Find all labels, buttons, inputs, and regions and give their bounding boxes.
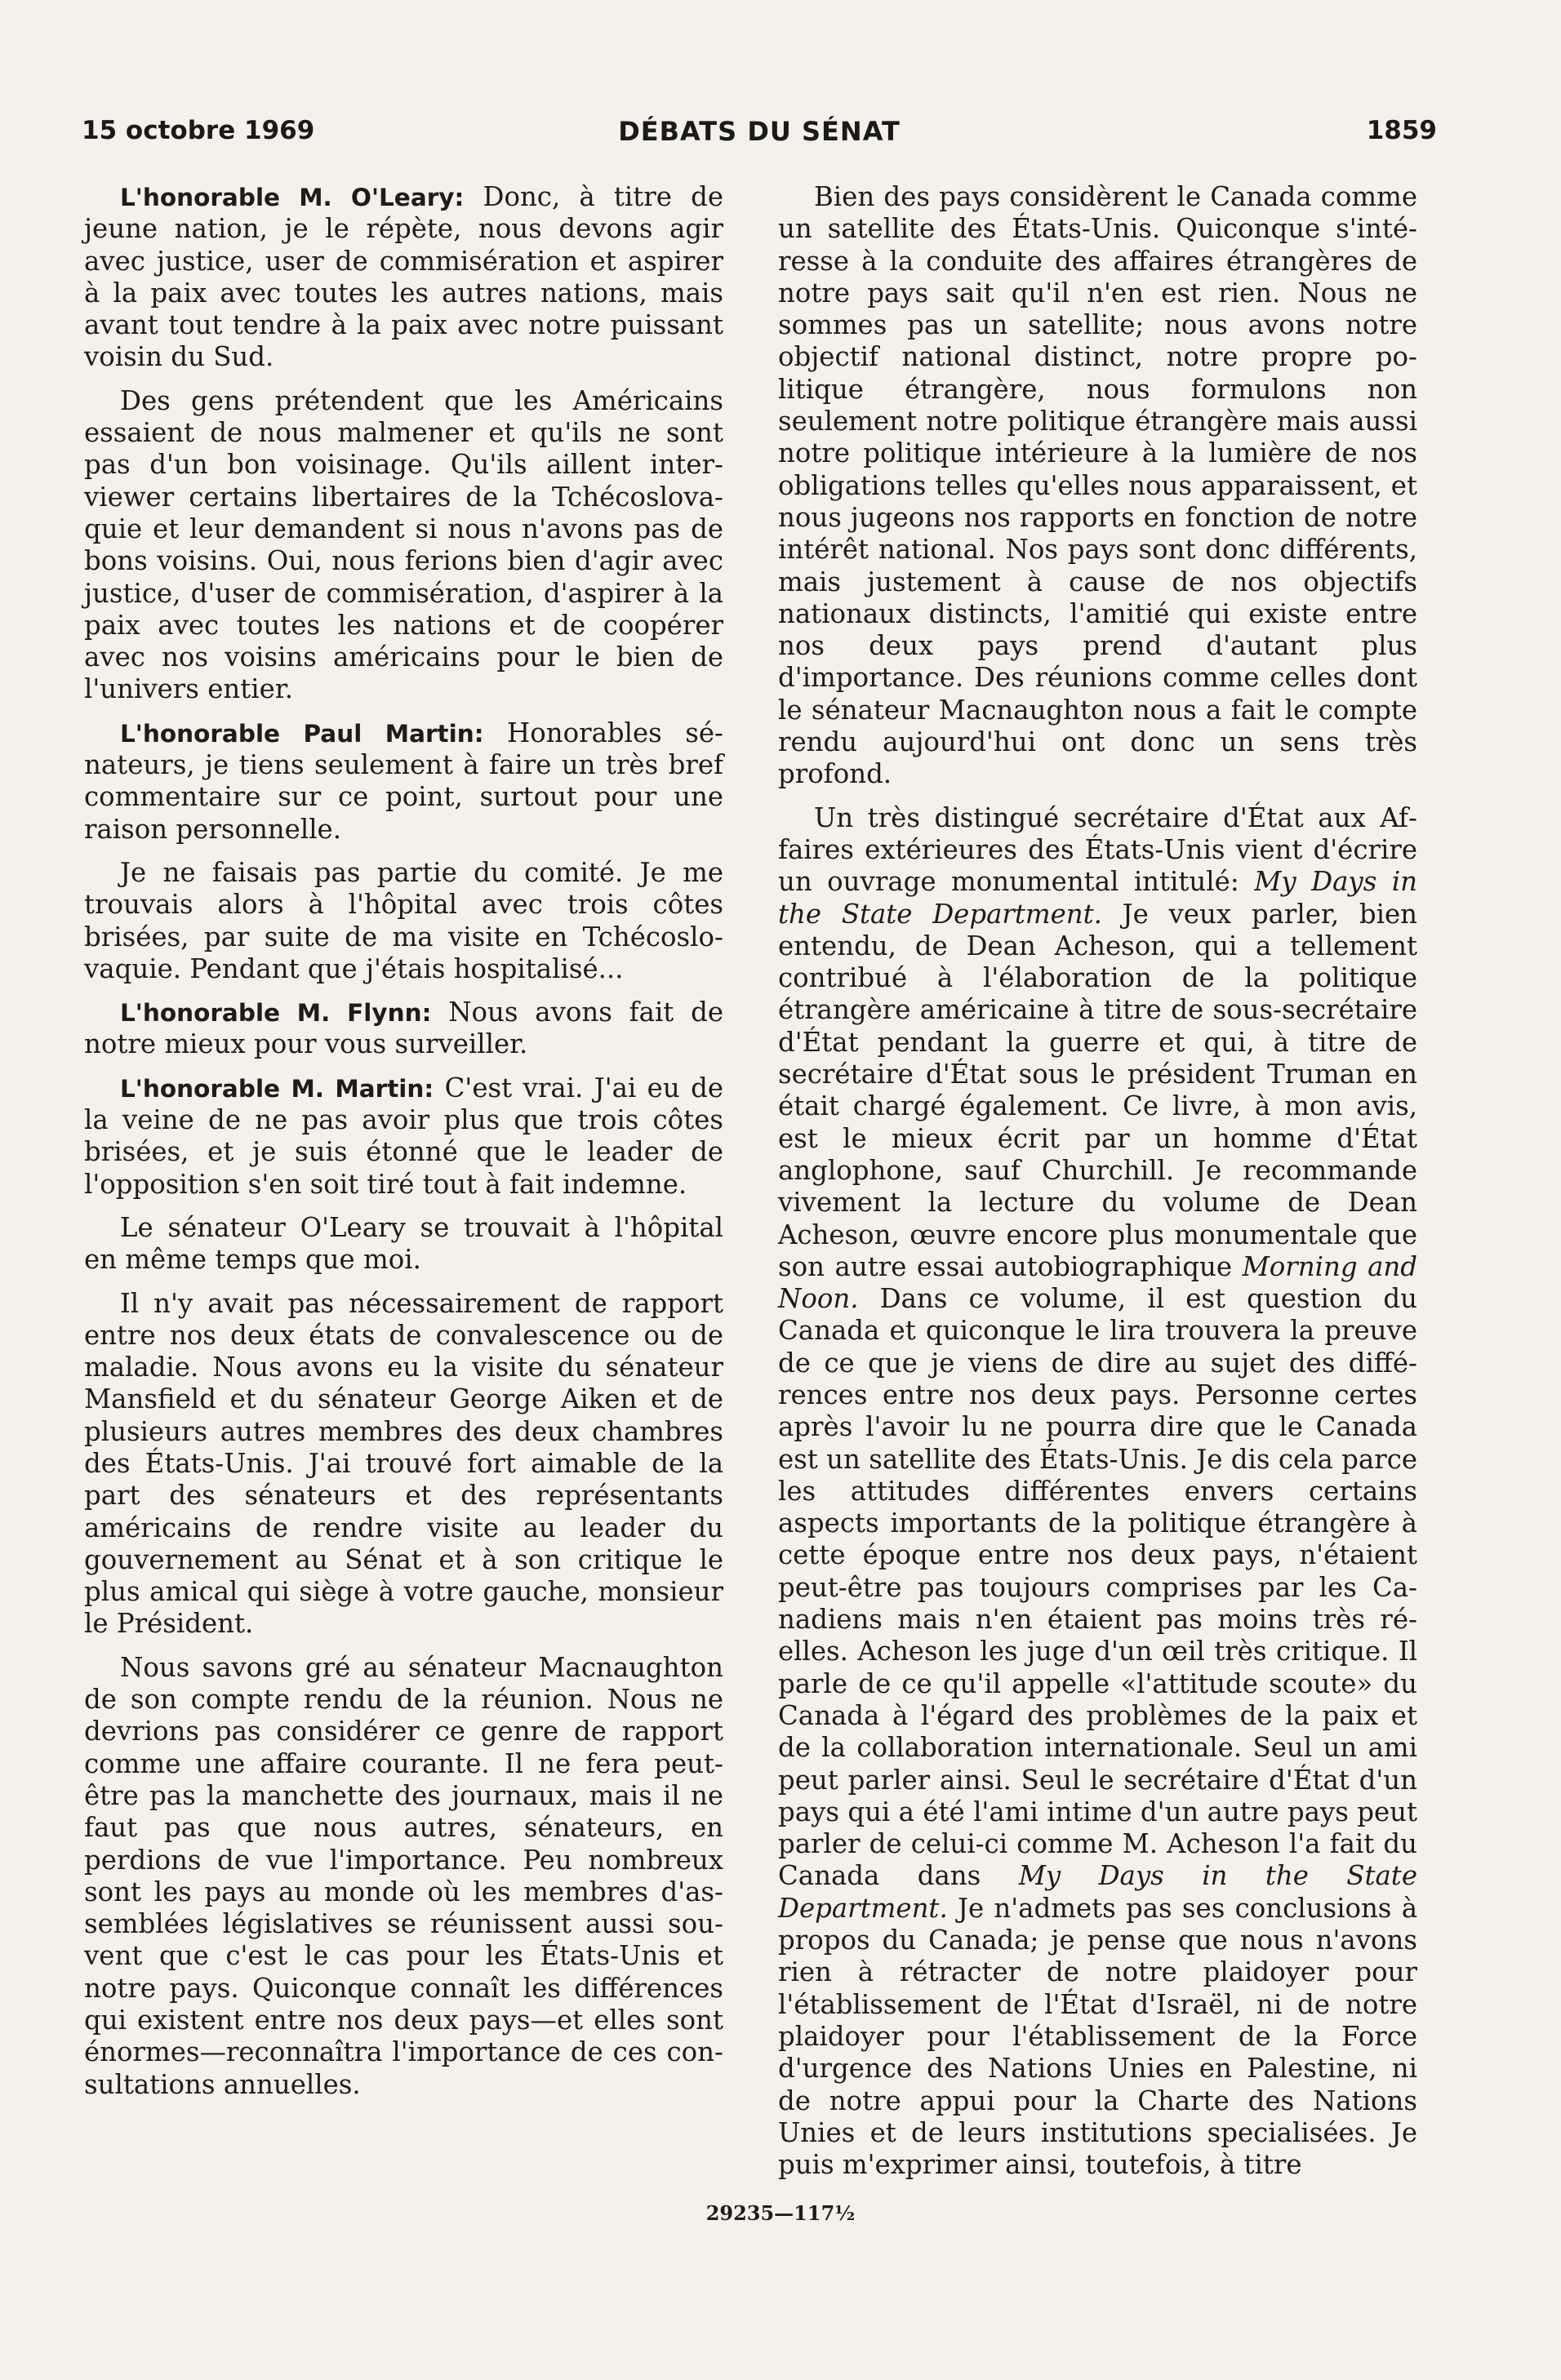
paragraph: Nous savons gré au sénateur Macnaughton de son compte rendu de la réunion. Nous ne devrions pas considérer ce genre de rapport comme une affaire courante. Il ne fera peut-être pas la manchette des journaux, mais il ne faut pas que nous autres, sénateurs, en perdions de vue l'importance. Peu nombreux sont les pays au monde où les membres d'assemblées législatives se réunissent aussi souvent que c'est le cas pour les États-Unis et notre pays. Quiconque connaît les différences qui existent entre nos deux pays—et elles sont énormes—reconnaîtra l'importance de ces consultations annuelles.: [84, 1651, 723, 2100]
book-title: Morning and Noon.: [778, 1250, 1418, 1315]
paragraph: Des gens prétendent que les Américains essaient de nous malmener et qu'ils ne sont pas d'un bon voisinage. Qu'ils aillent interviewer certains libertaires de la Tchécoslovaquie et leur demandent si nous n'avons pas de bons voisins. Oui, nous ferions bien d'agir avec justice, d'user de commisération, d'aspirer à la paix avec toutes les nations et de coopérer avec nos voisins américains pour le bien de l'univers entier.: [84, 384, 723, 705]
speaker-label: L'honorable M. Martin:: [120, 1074, 434, 1103]
page-header: [82, 116, 1437, 157]
footer-print-code: 29235—117½: [705, 2201, 856, 2225]
paragraph-text: Donc, à titre de jeune nation, je le répète, nous devons agir avec justice, user de commisération et aspirer à la paix avec toutes les autres nations, mais avant tout tendre à la paix avec notre puissant voisin du Sud.: [84, 181, 723, 373]
header-date: 15 octobre 1969: [82, 116, 315, 145]
paragraph-text: Honorables sénateurs, je tiens seulement à faire un très bref commentaire sur ce point, surtout pour une raison personnelle.: [84, 717, 723, 845]
paragraph-text: Dans ce volume, il est question du Canada et quiconque le lira trouvera la preuve de ce que je viens de dire au sujet des différences entre nos deux pays. Personne certes après l'avoir lu ne pourra dire que le Canada est un satellite des États-Unis. Je dis cela parce les attitudes différentes envers certains aspects importants de la politique étrangère à cette époque entre nos deux pays, n'étaient peut-être pas toujours comprises par les Canadiens mais n'en étaient pas moins très réelles. Acheson les juge d'un œil très critique. Il parle de ce qu'il appelle «l'attitude scoute» du Canada à l'égard des problèmes de la paix et de la collaboration internationale. Seul un ami peut parler ainsi. Seul le secrétaire d'État d'un pays qui a été l'ami intime d'un autre pays peut parler de celui-ci comme M. Acheson l'a fait du Canada dans: [778, 1283, 1417, 1892]
paragraph: [84, 1072, 723, 1201]
paragraph-text: Je n'admets pas ses conclusions à propos du Canada; je pense que nous n'avons rien à rétracter de notre plaidoyer pour l'établissement de l'État d'Israël, ni de notre plaidoyer pour l'établissement de la Force d'urgence des Nations Unies en Palestine, ni de notre appui pour la Charte des Nations Unies et de leurs institutions specialisées. Je puis m'exprimer ainsi, toutefois, à titre: [778, 1892, 1417, 2181]
speaker-label: L'honorable M. O'Leary:: [120, 184, 465, 211]
left-column: [84, 181, 723, 2112]
paragraph: [84, 717, 723, 846]
paragraph-text: Je veux parler, bien entendu, de Dean Acheson, qui a tellement contribué à l'élaboration de la politique étrangère américaine à titre de sous-secrétaire d'État pendant la guerre et qui, à titre de secrétaire d'État sous le président Truman en était chargé également. Ce livre, à mon avis, est le mieux écrit par un homme d'État anglophone, sauf Churchill. Je recommande vivement la lecture du volume de Dean Acheson, œuvre encore plus monumentale que son autre essai autobiographique: [778, 898, 1417, 1282]
paragraph-text: C'est vrai. J'ai eu de la veine de ne pas avoir plus que trois côtes brisées, et je suis étonné que le leader de l'opposition s'en soit tiré tout à fait indemne.: [84, 1072, 724, 1200]
paragraph: [778, 802, 1417, 2182]
header-title: DÉBATS DU SÉNAT: [618, 116, 901, 147]
paragraph: Bien des pays considèrent le Canada comme un satellite des États-Unis. Quiconque s'intéresse à la conduite des affaires étrangères de notre pays sait qu'il n'en est rien. Nous ne sommes pas un satellite; nous avons notre objectif national distinct, notre propre politique étrangère, nous formulons non seulement notre politique étrangère mais aussi notre politique intérieure à la lumière de nos obligations telles qu'elles nous apparaissent, et nous jugeons nos rapports en fonction de notre intérêt national. Nos pays sont donc différents, mais justement à cause de nos objectifs nationaux distincts, l'amitié qui existe entre nos deux pays prend d'autant plus d'importance. Des réunions comme celles dont le sénateur Macnaughton nous a fait le compte rendu aujourd'hui ont donc un sens très profond.: [778, 181, 1417, 790]
book-title: My Days in the State Department.: [778, 866, 1418, 930]
book-title: My Days in the State Department.: [778, 1860, 1417, 1924]
speaker-label: L'honorable M. Flynn:: [120, 999, 432, 1028]
header-page-number: 1859: [1366, 116, 1437, 145]
speaker-label: L'honorable Paul Martin:: [120, 719, 484, 748]
paragraph: [84, 997, 723, 1061]
paragraph: Il n'y avait pas nécessairement de rapport entre nos deux états de convalescence ou de maladie. Nous avons eu la visite du sénateur Mansfield et du sénateur George Aiken et de plusieurs autres membres des deux chambres des États-Unis. J'ai trouvé fort aimable de la part des sénateurs et des représentants américains de rendre visite au leader du gouvernement au Sénat et à son critique le plus amical qui siège à votre gauche, monsieur le Président.: [84, 1287, 723, 1640]
paragraph: Je ne faisais pas partie du comité. Je me trouvais alors à l'hôpital avec trois côtes brisées, par suite de ma visite en Tchécoslovaquie. Pendant que j'étais hospitalisé...: [84, 856, 723, 984]
paragraph-text: Nous avons fait de notre mieux pour vous surveiller.: [84, 997, 724, 1060]
right-column: [778, 181, 1417, 2192]
paragraph-text: Un très distingué secrétaire d'État aux Affaires extérieures des États-Unis vient d'écrire un ouvrage monumental intitulé:: [778, 801, 1417, 898]
paragraph: Le sénateur O'Leary se trouvait à l'hôpital en même temps que moi.: [84, 1211, 723, 1276]
paragraph: [84, 181, 723, 374]
